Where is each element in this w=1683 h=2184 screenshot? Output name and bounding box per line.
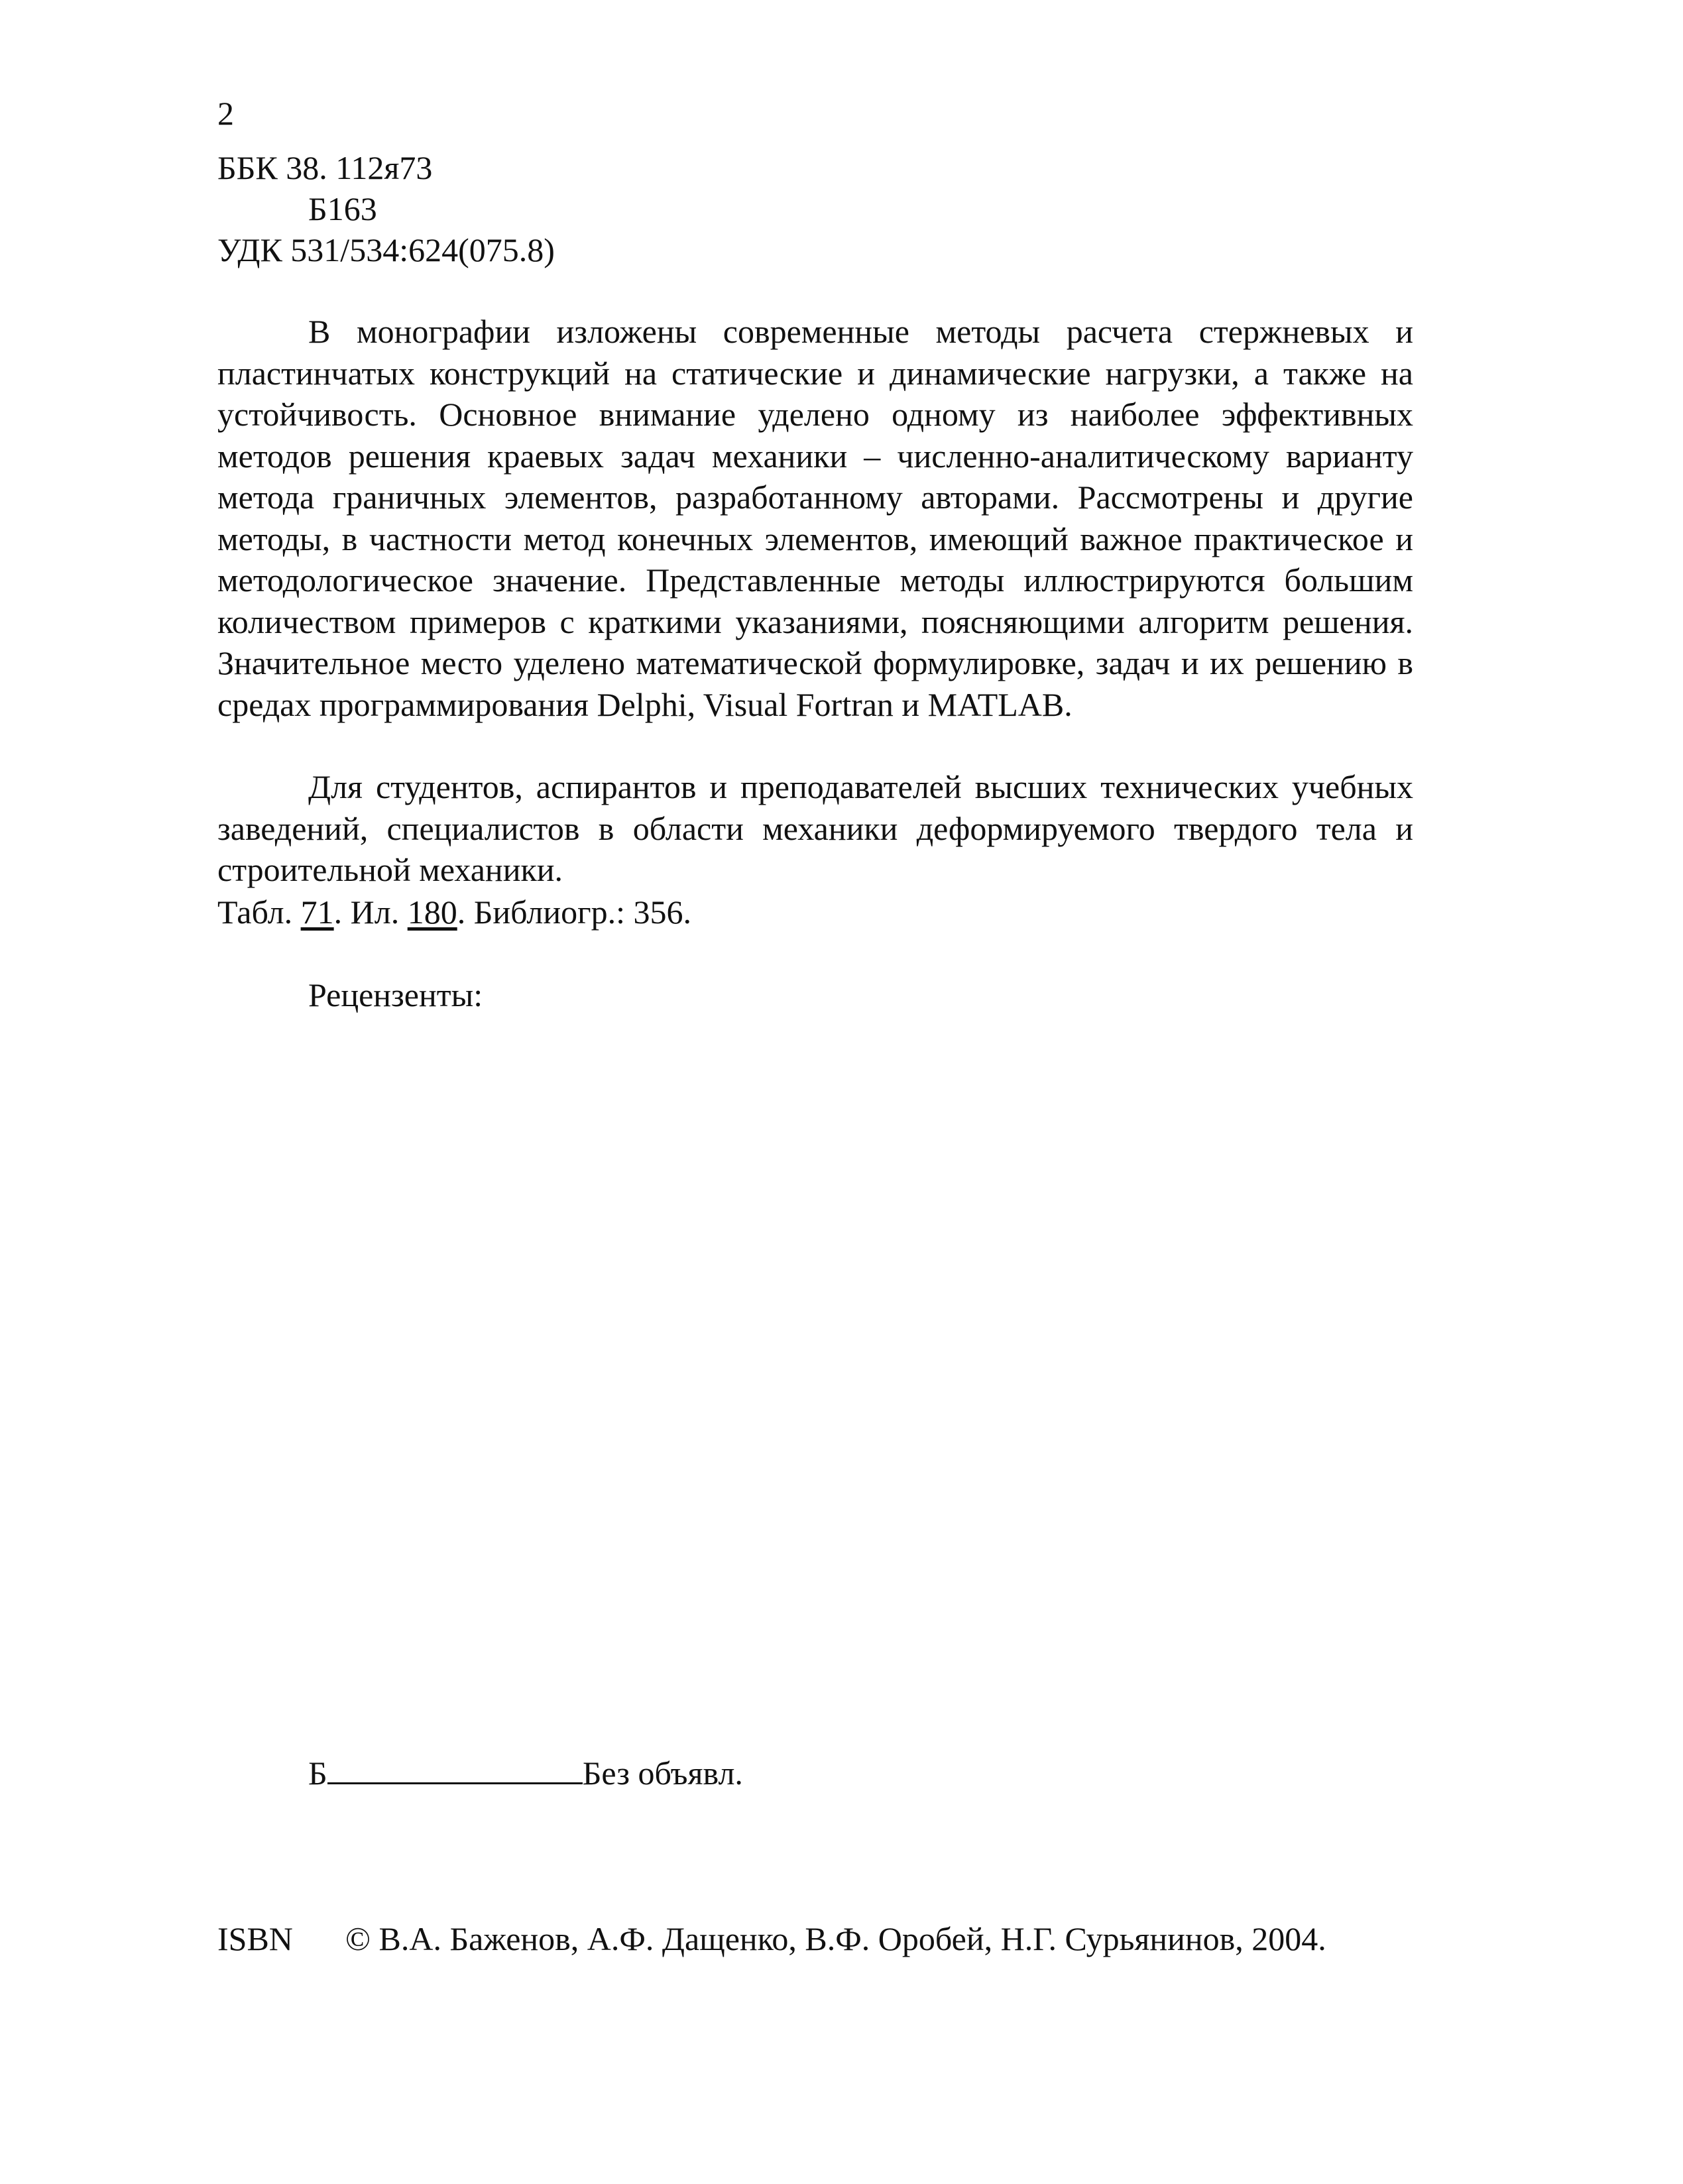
price-note: Без объявл. bbox=[582, 1754, 743, 1792]
page-number: 2 bbox=[217, 95, 234, 132]
price-blank-line bbox=[327, 1753, 583, 1784]
abstract-paragraph-1 bbox=[217, 311, 1413, 725]
price-letter: Б bbox=[308, 1754, 327, 1792]
bibliography-label: Библиогр.: bbox=[473, 893, 625, 931]
reviewers-label: Рецензенты: bbox=[308, 976, 483, 1013]
bibliography-count: 356 bbox=[633, 893, 683, 931]
illustrations-label: Ил. bbox=[350, 893, 400, 931]
tables-label: Табл. bbox=[217, 893, 293, 931]
abstract-text-1: В монографии изложены современные методы расчета стержневых и пластинчатых конструкций на статические и динамические нагрузки, а также на устойчивость. Основное внимание уделено одному из наиболее эффективных методов решения краевых задач механики – численно-аналитическому варианту метода граничных элементов, разработанному авторами. Рассмотрены и другие методы, в частности метод конечных элементов, имеющий важное практическое и методологическое значение. Представленные методы иллюстрируются большим количеством примеров с краткими указаниями, поясняющими алгоритм решения. Значительное место уделено математической формулировке, задач и их решению в средах программирования Delphi, Visual Fortran и MATLAB. bbox=[217, 313, 1413, 723]
copyright-line bbox=[217, 1918, 1326, 1959]
udk-code: УДК 531/534:624(075.8) bbox=[217, 231, 555, 268]
abstract-text-2: Для студентов, аспирантов и преподавателей высших технических учебных заведений, специалистов в области механики деформируемого твердого тела и строительной механики. bbox=[217, 768, 1413, 888]
isbn-label: ISBN bbox=[217, 1920, 293, 1957]
tables-count: 71 bbox=[300, 893, 334, 931]
bbk-code: ББК 38. 112я73 bbox=[217, 149, 433, 186]
price-line bbox=[308, 1753, 743, 1794]
illustrations-count: 180 bbox=[407, 893, 457, 931]
publication-stats: Табл. 71. Ил. 180. Библиогр.: 356. bbox=[217, 893, 691, 931]
copyright-text: © В.А. Баженов, А.Ф. Дащенко, В.Ф. Оробей, Н.Г. Сурьянинов, 2004. bbox=[345, 1920, 1326, 1957]
author-mark: Б163 bbox=[308, 190, 377, 227]
abstract-paragraph-2 bbox=[217, 766, 1413, 891]
